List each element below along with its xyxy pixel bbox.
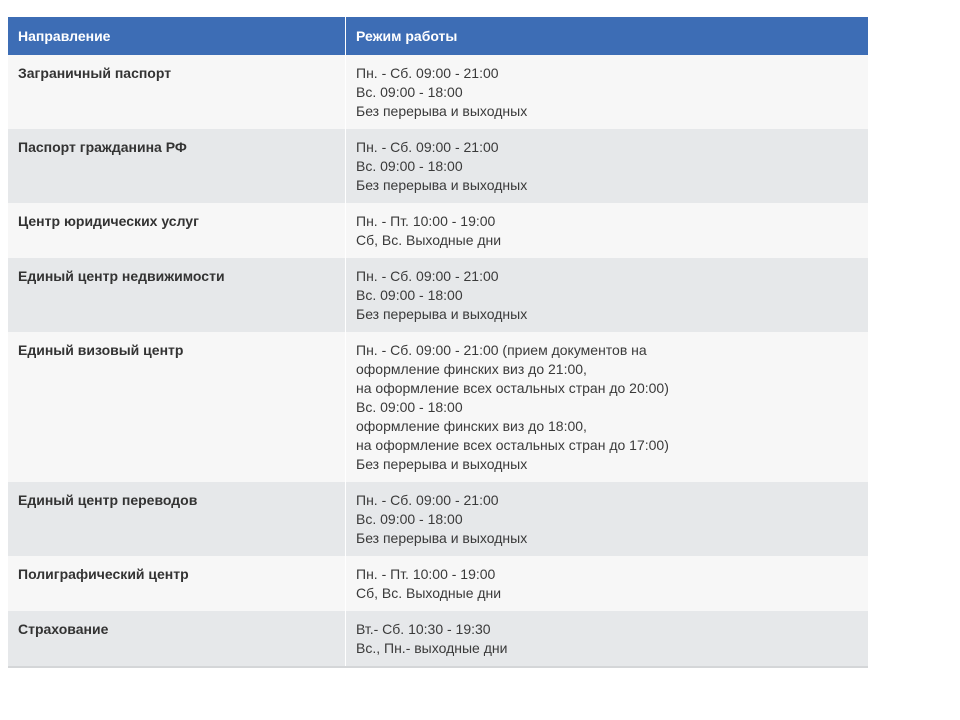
working-hours-line: Вс. 09:00 - 18:00 [356,158,463,174]
direction-cell: Страхование [8,611,346,667]
schedule-table [8,17,868,668]
working-hours-cell [346,611,869,667]
working-hours-line: Вс., Пн.- выходные дни [356,640,508,656]
table-row [8,482,868,556]
direction-cell: Единый центр переводов [8,482,346,556]
table-row [8,55,868,129]
direction-cell: Заграничный паспорт [8,55,346,129]
working-hours-line: Пн. - Сб. 09:00 - 21:00 (прием документов на [356,342,647,358]
direction-cell: Единый центр недвижимости [8,258,346,332]
working-hours-line: Вс. 09:00 - 18:00 [356,399,463,415]
table-row [8,129,868,203]
working-hours-line: оформление финских виз до 18:00, [356,418,587,434]
working-hours-cell [346,556,869,611]
table-row [8,258,868,332]
working-hours-line: Без перерыва и выходных [356,177,528,193]
direction-cell: Центр юридических услуг [8,203,346,258]
table-header-row [8,17,868,55]
working-hours-line: Без перерыва и выходных [356,103,528,119]
working-hours-line: Вт.- Сб. 10:30 - 19:30 [356,621,491,637]
working-hours-line: Пн. - Пт. 10:00 - 19:00 [356,566,496,582]
table-row [8,332,868,482]
header-working-hours: Режим работы [346,17,869,55]
working-hours-line: Вс. 09:00 - 18:00 [356,287,463,303]
direction-cell: Единый визовый центр [8,332,346,482]
working-hours-line: Пн. - Пт. 10:00 - 19:00 [356,213,496,229]
working-hours-line: Сб, Вс. Выходные дни [356,232,502,248]
working-hours-line: Сб, Вс. Выходные дни [356,585,502,601]
working-hours-cell [346,55,869,129]
working-hours-line: Без перерыва и выходных [356,306,528,322]
working-hours-line: Пн. - Сб. 09:00 - 21:00 [356,65,499,81]
table-row [8,203,868,258]
direction-cell: Полиграфический центр [8,556,346,611]
working-hours-cell [346,482,869,556]
working-hours-cell [346,332,869,482]
working-hours-line: Без перерыва и выходных [356,456,528,472]
direction-cell: Паспорт гражданина РФ [8,129,346,203]
working-hours-line: оформление финских виз до 21:00, [356,361,587,377]
header-direction: Направление [8,17,346,55]
schedule-body [8,55,868,667]
working-hours-line: Пн. - Сб. 09:00 - 21:00 [356,492,499,508]
working-hours-line: Без перерыва и выходных [356,530,528,546]
table-row [8,556,868,611]
working-hours-line: на оформление всех остальных стран до 17:00) [356,437,669,453]
table-row [8,611,868,667]
working-hours-line: Пн. - Сб. 09:00 - 21:00 [356,139,499,155]
working-hours-line: Пн. - Сб. 09:00 - 21:00 [356,268,499,284]
working-hours-cell [346,129,869,203]
working-hours-line: Вс. 09:00 - 18:00 [356,511,463,527]
working-hours-line: на оформление всех остальных стран до 20:00) [356,380,669,396]
working-hours-line: Вс. 09:00 - 18:00 [356,84,463,100]
working-hours-cell [346,258,869,332]
working-hours-cell [346,203,869,258]
